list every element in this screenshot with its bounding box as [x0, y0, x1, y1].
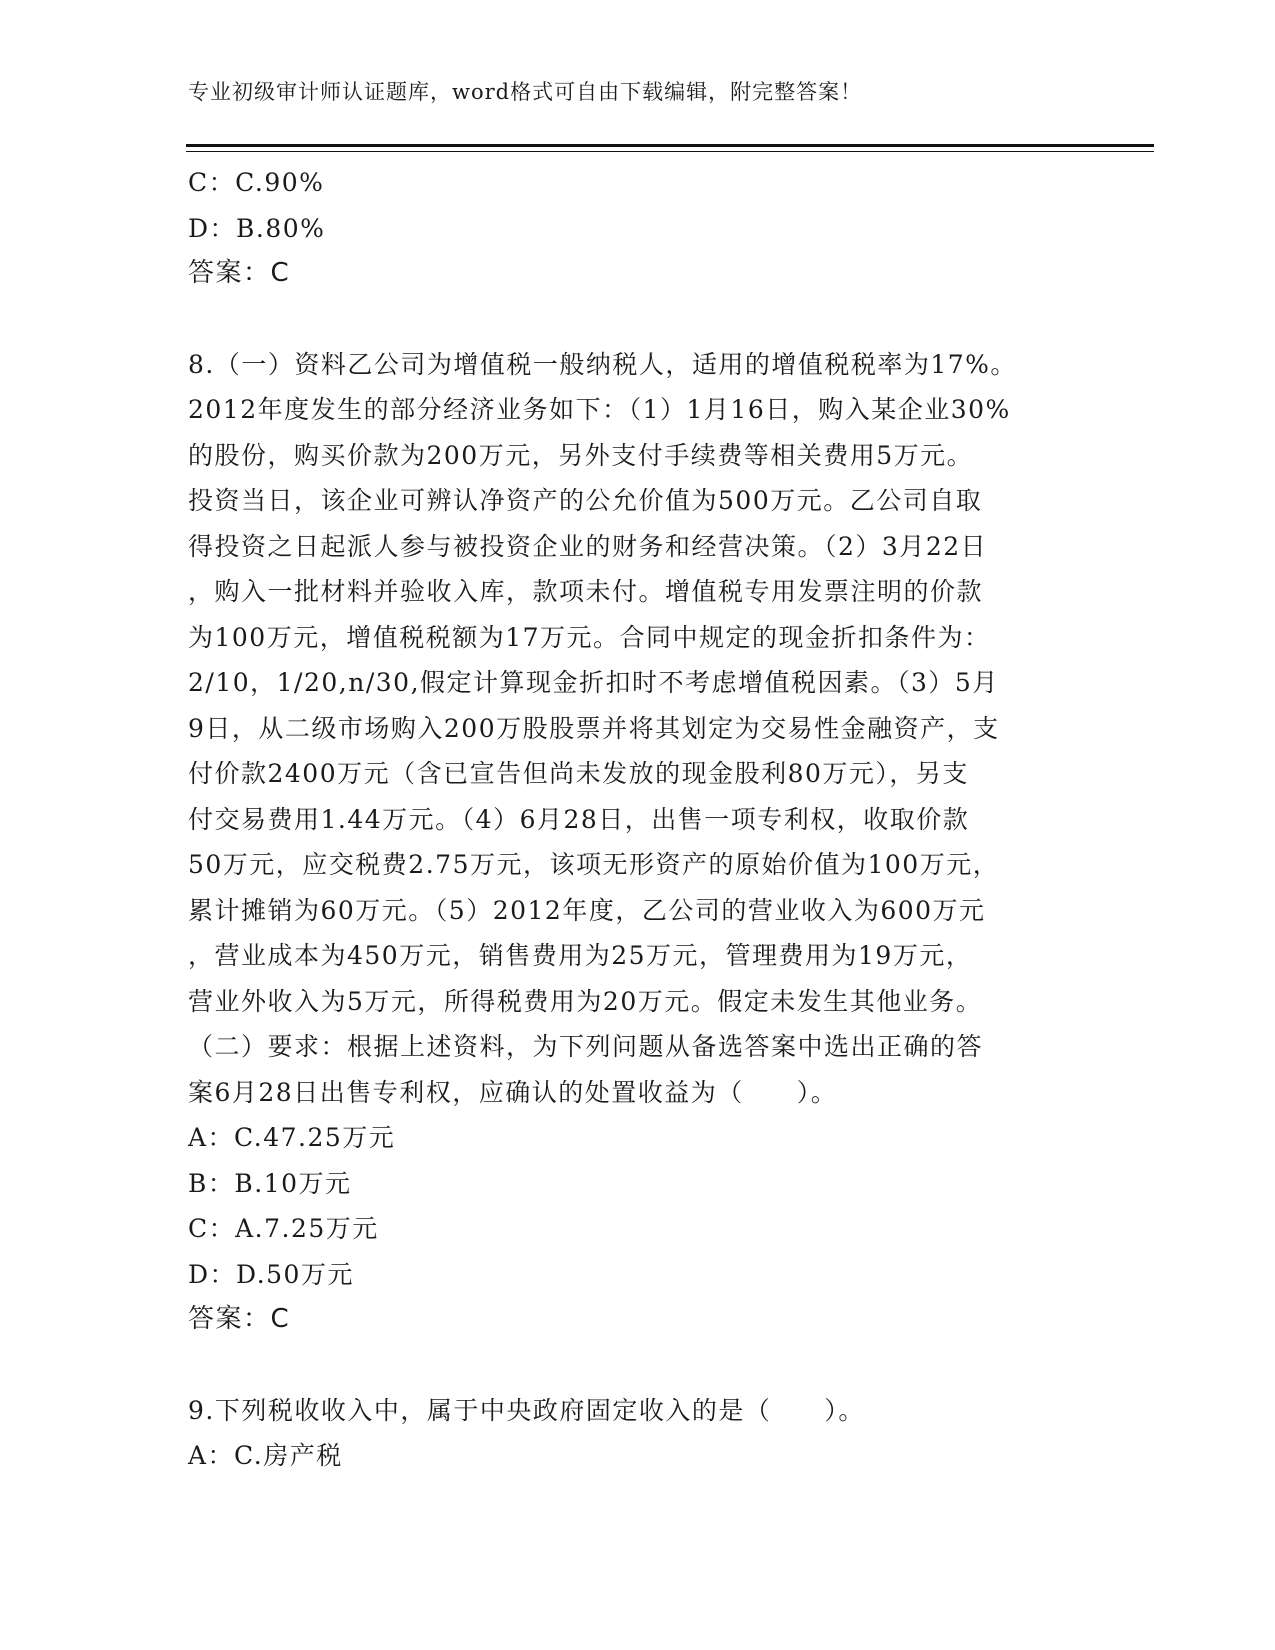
- question-text-line: ，营业成本为450万元，销售费用为25万元，管理费用为19万元，: [188, 941, 973, 970]
- question-text-line: 付价款2400万元（含已宣告但尚未发放的现金股利80万元），另支: [188, 759, 969, 788]
- question-text-line: 付交易费用1.44万元。（4）6月28日，出售一项专利权，收取价款: [188, 804, 970, 834]
- question-text-line: 投资当日，该企业可辨认净资产的公允价值为500万元。乙公司自取: [188, 486, 983, 515]
- header-rule-thin: [186, 151, 1154, 152]
- spacer: [188, 297, 1088, 342]
- option-b: B：B.10万元: [188, 1168, 352, 1198]
- question-text-line: 8.（一）资料乙公司为增值税一般纳税人，适用的增值税税率为17%。: [188, 349, 1017, 379]
- question-text-line: 9日，从二级市场购入200万股股票并将其划定为交易性金融资产，支: [188, 713, 1000, 743]
- question-text-line: 的股份，购买价款为200万元，另外支付手续费等相关费用5万元。: [188, 440, 974, 470]
- question-8: [188, 342, 1088, 1343]
- option-d: D：B.80%: [188, 213, 326, 243]
- question-text-line: 为100万元，增值税税额为17万元。合同中规定的现金折扣条件为：: [188, 622, 991, 652]
- option-c: C：A.7.25万元: [188, 1214, 379, 1243]
- question-text-line: 9.下列税收收入中，属于中央政府固定收入的是（ ）。: [188, 1395, 865, 1425]
- option-a: A：C.房产税: [188, 1441, 343, 1470]
- answer-line: 答案：C: [188, 258, 291, 288]
- question-text-line: 得投资之日起派人参与被投资企业的财务和经营决策。（2）3月22日: [188, 531, 988, 561]
- page-header: 专业初级审计师认证题库，word格式可自由下载编辑，附完整答案！: [188, 80, 863, 104]
- document-body: [188, 160, 1088, 1479]
- option-c: C：C.90%: [188, 168, 325, 197]
- question-text-line: 50万元，应交税费2.75万元，该项无形资产的原始价值为100万元，: [188, 850, 1000, 879]
- question-text-line: 累计摊销为60万元。（5）2012年度，乙公司的营业收入为600万元: [188, 895, 986, 925]
- question-9: [188, 1388, 1088, 1479]
- option-d: D：D.50万元: [188, 1259, 354, 1289]
- question-text-line: （二）要求：根据上述资料，为下列问题从备选答案中选出正确的答: [188, 1032, 984, 1061]
- question-7-tail: [188, 160, 1088, 297]
- question-text-line: 案6月28日出售专利权，应确认的处置收益为（ ）。: [188, 1077, 838, 1107]
- question-text-line: 2012年度发生的部分经济业务如下：（1）1月16日，购入某企业30%: [188, 395, 1011, 424]
- question-text-line: 2/10，1/20,n/30,假定计算现金折扣时不考虑增值税因素。（3）5月: [188, 668, 999, 697]
- header-rule-thick: [186, 144, 1154, 147]
- question-text-line: ，购入一批材料并验收入库，款项未付。增值税专用发票注明的价款: [188, 577, 984, 606]
- question-text-line: 营业外收入为5万元，所得税费用为20万元。假定未发生其他业务。: [188, 986, 983, 1016]
- spacer: [188, 1343, 1088, 1388]
- answer-line: 答案：C: [188, 1304, 291, 1334]
- option-a: A：C.47.25万元: [188, 1123, 396, 1152]
